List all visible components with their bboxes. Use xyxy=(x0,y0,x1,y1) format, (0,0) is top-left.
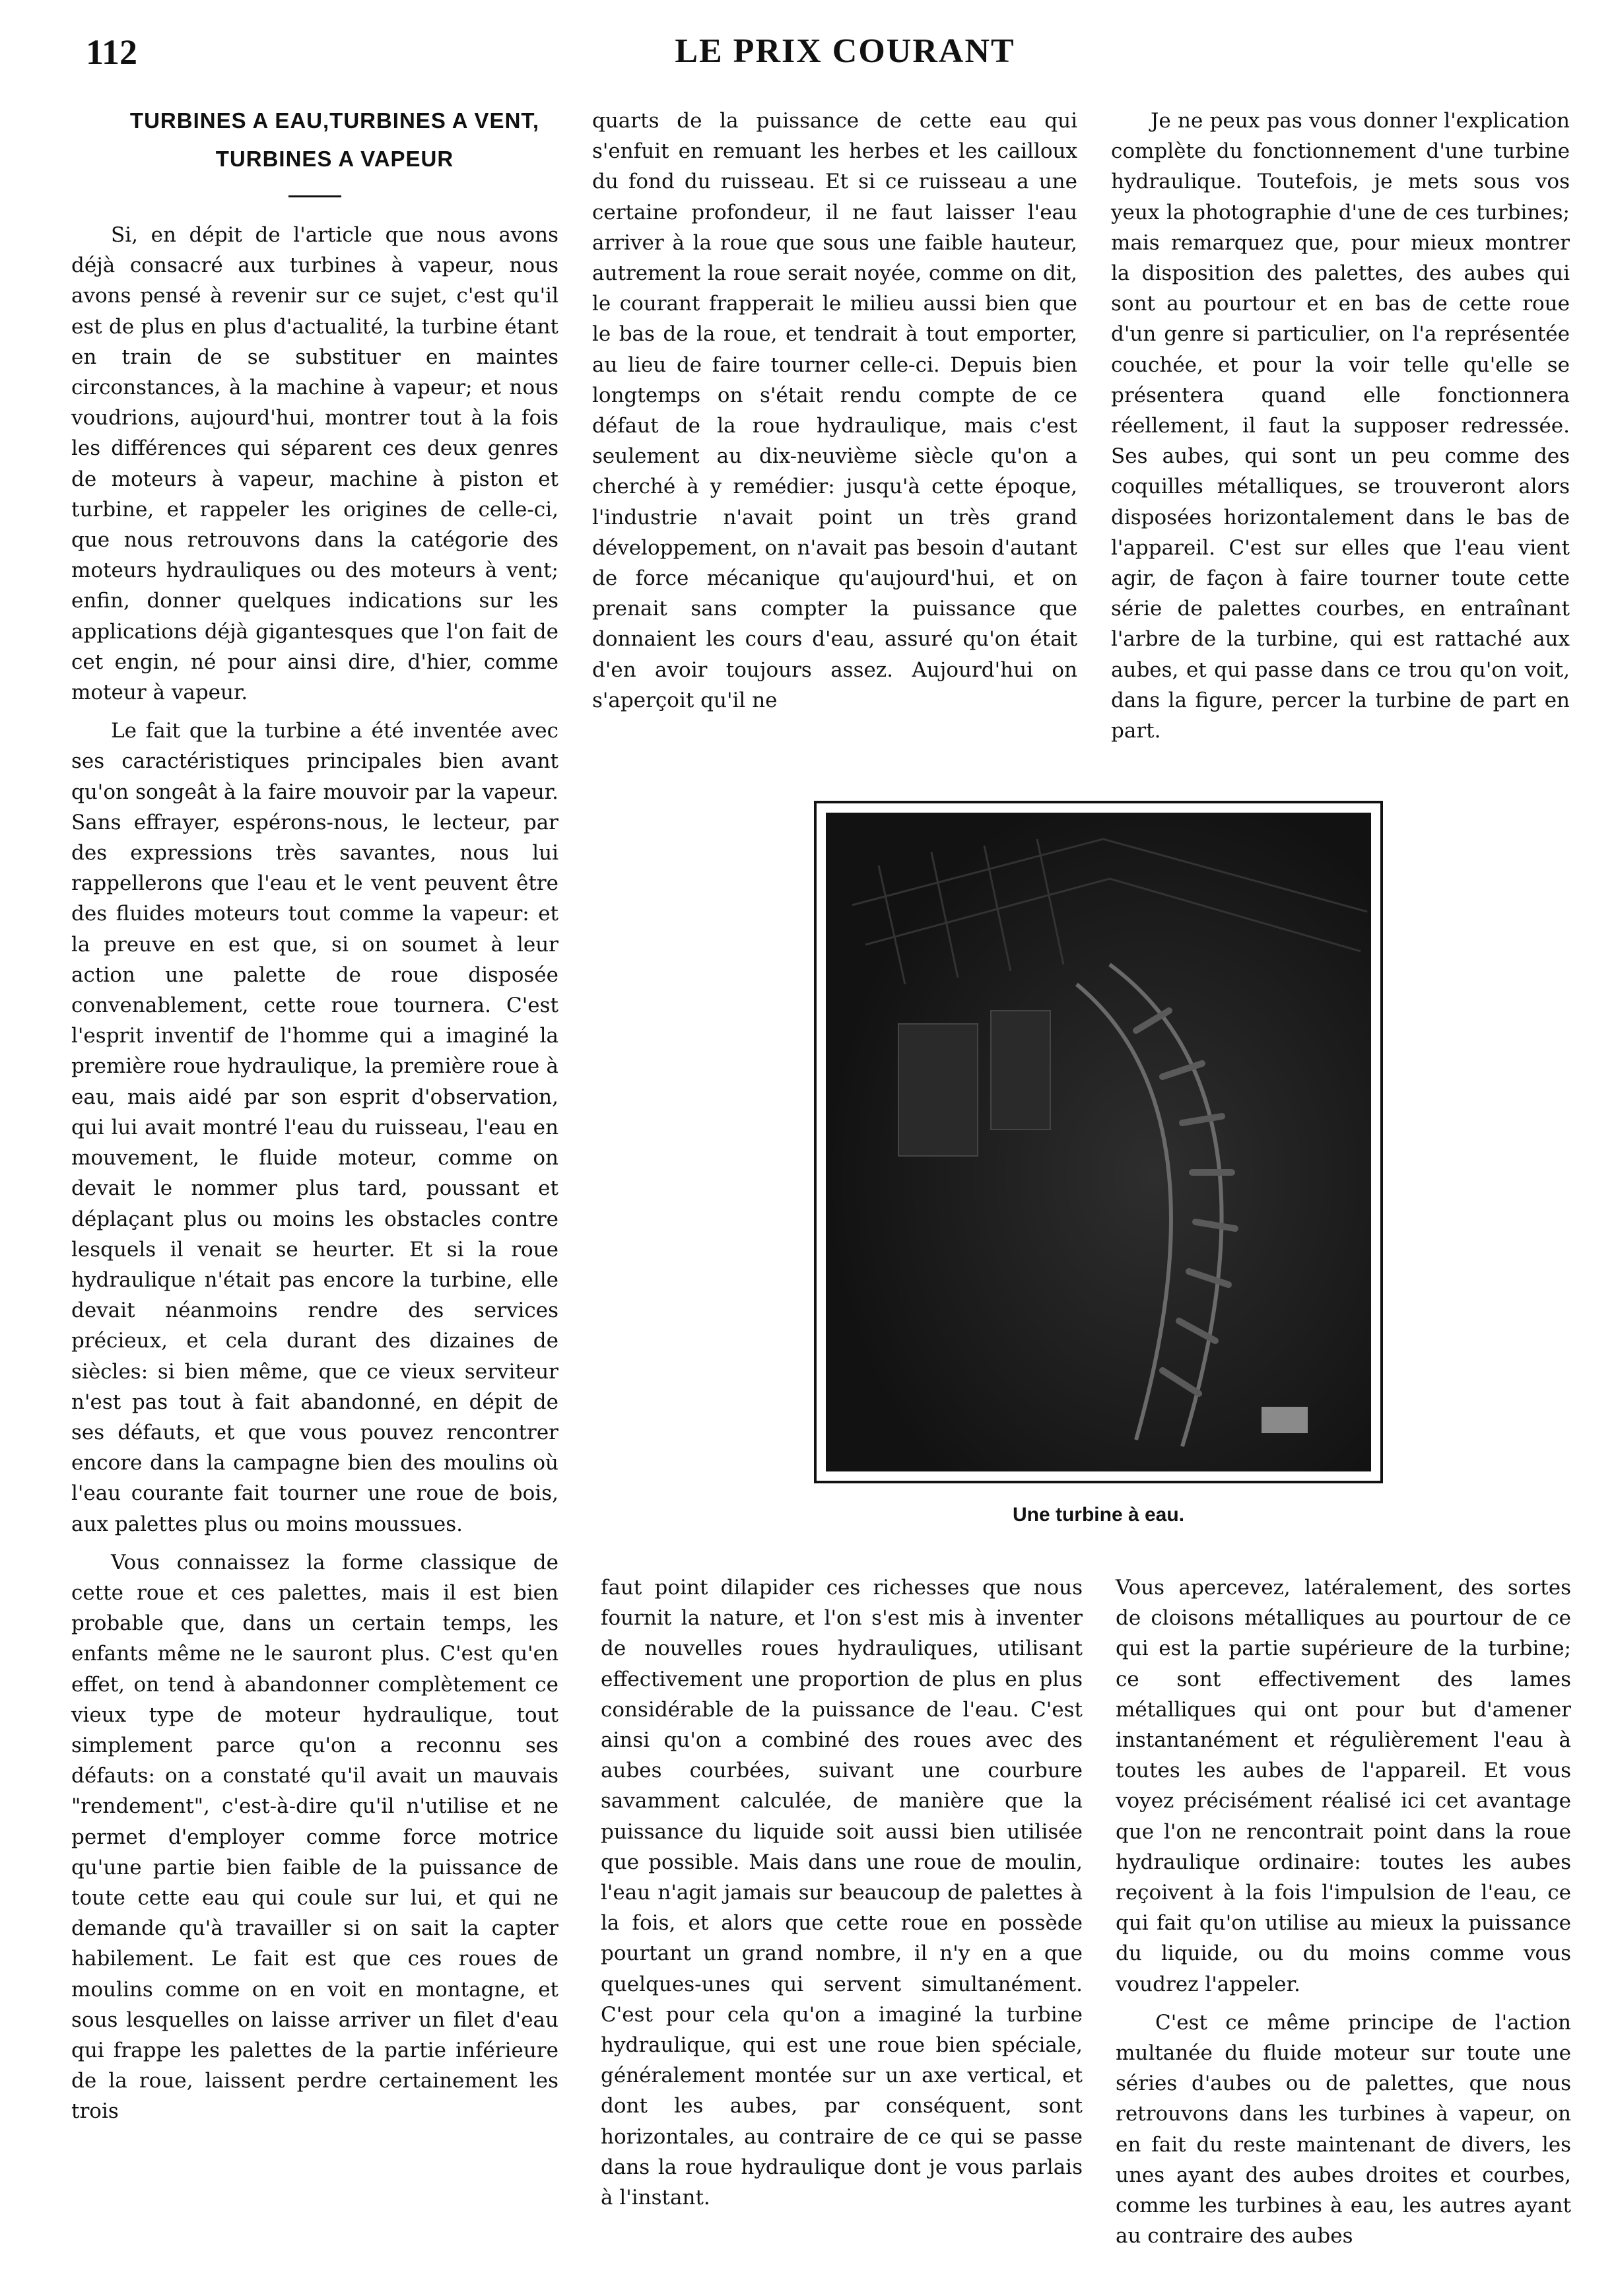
turbine-photo-frame xyxy=(814,801,1383,1483)
col2-top-paragraph: quarts de la puissance de cette eau qui s'enfuit en remuant les herbes et les cailloux du fond du ruisseau. Et si ce ruisseau a une certaine profondeur, il ne faut laisser l'eau arriver à la roue que sous une faible hauteur, autrement la roue serait noyée, comme on dit, le courant frapperait le milieu aussi bien que le bas de la roue, et tendrait à tout emporter, au lieu de faire tourner celle-ci. Depuis bien longtemps on s'était rendu compte de ce défaut de la roue hydraulique, mais c'est seulement au dix-neuvième siècle qu'on a cherché à y remédier: jusqu'à cette époque, l'industrie n'avait point un très grand développement, on n'avait pas besoin d'autant de force mécanique qu'aujourd'hui, et on prenait sans compter la puissance que donnaient les cours d'eau, assuré qu'on était d'en avoir toujours assez. Aujourd'hui on s'aperçoit qu'il ne xyxy=(592,109,1077,712)
column-3-bottom xyxy=(1116,1572,1571,2251)
col2-bottom-paragraph: faut point dilapider ces richesses que nous fournit la nature, et l'on s'est mis à inventer de nouvelles roues hydrauliques, utilisant effectivement une proportion de plus en plus considérable de la puissance de l'eau. C'est ainsi qu'on a combiné des roues avec des aubes courbées, suivant une courbure savamment calculée, de manière que la puissance du liquide soit aussi bien utilisée que possible. Mais dans une roue de moulin, l'eau n'agit jamais sur beaucoup de palettes à la fois, et alors que cette roue en possède pourtant un grand nombre, il n'y en a que quelques-unes qui servent simultanément. C'est pour cela qu'on a imaginé la turbine hydraulique, qui est une roue bien spéciale, généralement montée sur un axe vertical, et dont les aubes, par conséquent, sont horizontales, au contraire de ce qui se passe dans la roue hydraulique dont je vous parlais à l'instant. xyxy=(601,1576,1083,2210)
col3-bottom-paragraph-1: Vous apercevez, latéralement, des sortes de cloisons métalliques au pourtour de ce qui est la partie supérieure de la turbine; ce sont effectivement des lames métalliques qui ont pour but d'amener instantanément et régulièrement l'eau à toutes les aubes de l'appareil. Et vous voyez précisément réalisé ici cet avantage que l'on ne rencontrait point dans la roue hydraulique ordinaire: toutes les aubes reçoivent à la fois l'impulsion de l'eau, ce qui fait qu'on utilise au mieux la puissance du liquide, ou du moins comme vous voudrez l'appeler. xyxy=(1116,1576,1571,1996)
col1-paragraph-1: Si, en dépit de l'article que nous avons déjà consacré aux turbines à vapeur, nous avons pensé à revenir sur ce sujet, c'est qu'il est de plus en plus d'actualité, la turbine étant en train de se substituer en maintes circonstances, à la machine à vapeur; et nous voudrions, aujourd'hui, montrer tout à la fois les différences qui séparent ces deux genres de moteurs à vapeur, machine à piston et turbine, et rappeler les origines de celle-ci, que nous retrouvons dans la catégorie des moteurs hydrauliques ou des moteurs à vent; enfin, donner quelques indications sur les applications déjà gigantesques que l'on fait de cet engin, né pour ainsi dire, d'hier, comme moteur à vapeur. xyxy=(71,223,558,705)
col1-paragraph-3: Vous connaissez la forme classique de cette roue et ces palettes, mais il est bien probable que, dans un certain temps, les enfants même ne le sauront plus. C'est qu'en effet, on tend à abandonner complètement ce vieux type de moteur hydraulique, tout simplement parce qu'on a reconnu ses défauts: on a constaté qu'il avait un mauvais "rendement", c'est-à-dire qu'il n'utilise et ne permet d'employer comme force motrice qu'une partie bien faible de la puissance de toute cette eau qui coule sur lui, et qui ne demande qu'à travailler si on sait la capter habilement. Le fait est que ces roues de moulins comme on en voit en montagne, et sous lesquelles on laisse arriver un filet d'eau qui frappe les palettes de la partie inférieure de la roue, laissent perdre certainement les trois xyxy=(71,1550,558,2124)
column-3-top xyxy=(1111,106,1570,746)
title-divider xyxy=(288,195,341,197)
turbine-photo xyxy=(826,813,1371,1471)
column-2-top xyxy=(592,106,1077,716)
column-1 xyxy=(71,106,558,2127)
journal-title: LE PRIX COURANT xyxy=(675,32,1015,70)
turbine-illustration xyxy=(826,813,1371,1471)
figure-caption: Une turbine à eau. xyxy=(1012,1504,1185,1526)
col3-top-paragraph: Je ne peux pas vous donner l'explication complète du fonctionnement d'une turbine hydraulique. Toutefois, je mets sous vos yeux la photographie d'une de ces turbines; mais remarquez que, pour mieux montrer la disposition des palettes, des aubes qui sont au pourtour et en bas de cette roue d'un genre si particulier, on l'a représentée couchée, et pour la voir telle qu'elle se présentera quand elle fonctionnera réellement, il faut la supposer redressée. Ses aubes, qui sont un peu comme des coquilles métalliques, se trouveront alors disposées horizontalement dans le bas de l'appareil. C'est sur elles que l'eau vient agir, de façon à faire tourner toute cette série de palettes courbes, en entraînant l'arbre de la turbine, qui est rattaché aux aubes, et qui passe dans ce trou qu'on voit, dans la figure, percer la turbine de part en part. xyxy=(1111,109,1570,743)
page-number: 112 xyxy=(86,32,138,72)
column-2-bottom xyxy=(601,1572,1083,2213)
col1-paragraph-2: Le fait que la turbine a été inventée avec ses caractéristiques principales bien avant qu'on songeât à la faire mouvoir par la vapeur. Sans effrayer, espérons-nous, le lecteur, par des expressions très savantes, nous lui rappellerons que l'eau et le vent peuvent être des fluides moteurs tout comme la vapeur: et la preuve en est que, si on soumet à leur action une palette de roue disposée convenablement, cette roue tournera. C'est l'esprit inventif de l'homme qui a imaginé la première roue hydraulique, la première roue à eau, mais aidé par son esprit d'observation, qui lui avait montré l'eau du ruisseau, l'eau en mouvement, le fluide moteur, comme on devait le nommer plus tard, poussant et déplaçant plus ou moins les obstacles contre lesquels il venait se heurter. Et si la roue hydraulique n'était pas encore la turbine, elle devait néanmoins rendre des services précieux, et cela durant des dizaines de siècles: si bien même, que ce vieux serviteur n'est pas tout à fait abandonné, en dépit de ses défauts, et que vous pouvez rencontrer encore dans la campagne bien des moulins où l'eau courante fait tourner une roue de bois, aux palettes plus ou moins moussues. xyxy=(71,719,558,1536)
article-title-line-2: TURBINES A VAPEUR xyxy=(215,147,454,171)
article-title-line-1: TURBINES A EAU,TURBINES A VENT, xyxy=(129,108,540,133)
col3-bottom-paragraph-2: C'est ce même principe de l'action multanée du fluide moteur sur toute une séries d'aubes ou de palettes, que nous retrouvons dans les turbines à vapeur, on en fait du reste maintenant de divers, les unes ayant des aubes droites et courbes, comme les turbines à eau, les autres ayant au contraire des aubes xyxy=(1116,2010,1571,2248)
